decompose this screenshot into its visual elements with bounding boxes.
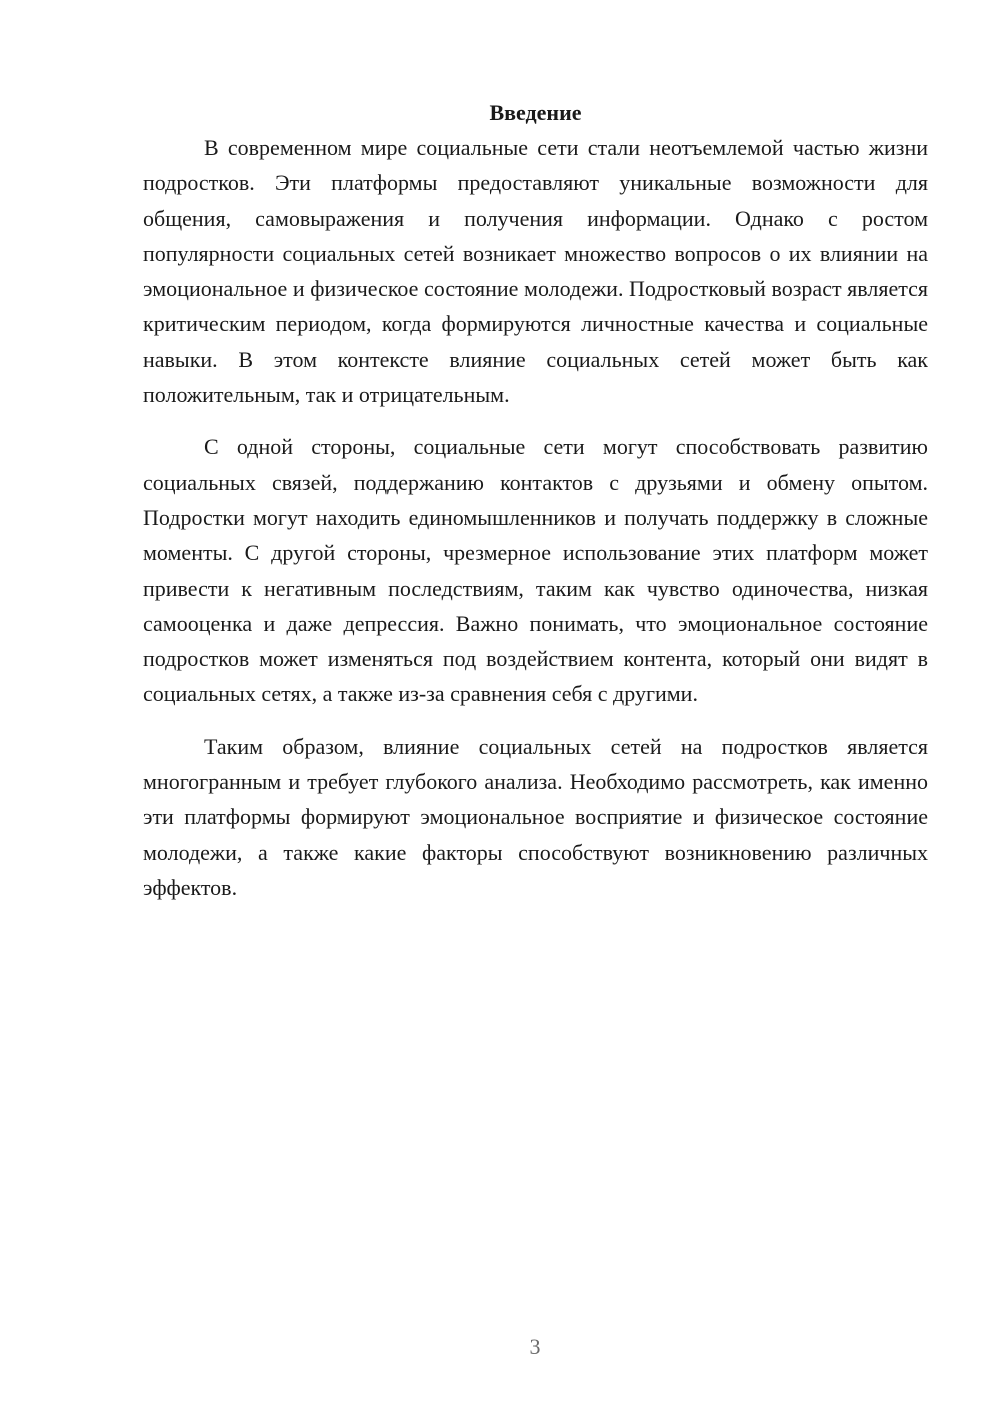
page-content xyxy=(143,95,928,905)
paragraph-1: В современном мире социальные сети стали неотъемлемой частью жизни подростков. Эти платформы предоставляют уникальные возможности для общения, самовыражения и получения информации. Однако с ростом популярности социальных сетей возникает множество вопросов о их влиянии на эмоциональное и физическое состояние молодежи. Подростковый возраст является критическим периодом, когда формируются личностные качества и социальные навыки. В этом контексте влияние социальных сетей может быть как положительным, так и отрицательным. xyxy=(143,135,928,408)
paragraph-2: С одной стороны, социальные сети могут способствовать развитию социальных связей, поддержанию контактов с друзьями и обмену опытом. Подростки могут находить единомышленников и получать поддержку в сложные моменты. С другой стороны, чрезмерное использование этих платформ может привести к негативным последствиям, таким как чувство одиночества, низкая самооценка и даже депрессия. Важно понимать, что эмоциональное состояние подростков может изменяться под воздействием контента, который они видят в социальных сетях, а также из-за сравнения себя с другими. xyxy=(143,434,928,707)
page-number: 3 xyxy=(529,1334,541,1359)
section-title: Введение xyxy=(489,100,582,125)
paragraph-3: Таким образом, влияние социальных сетей на подростков является многогранным и требует глубокого анализа. Необходимо рассмотреть, как именно эти платформы формируют эмоциональное восприятие и физическое состояние молодежи, а также какие факторы способствуют возникновению различных эффектов. xyxy=(143,733,928,900)
